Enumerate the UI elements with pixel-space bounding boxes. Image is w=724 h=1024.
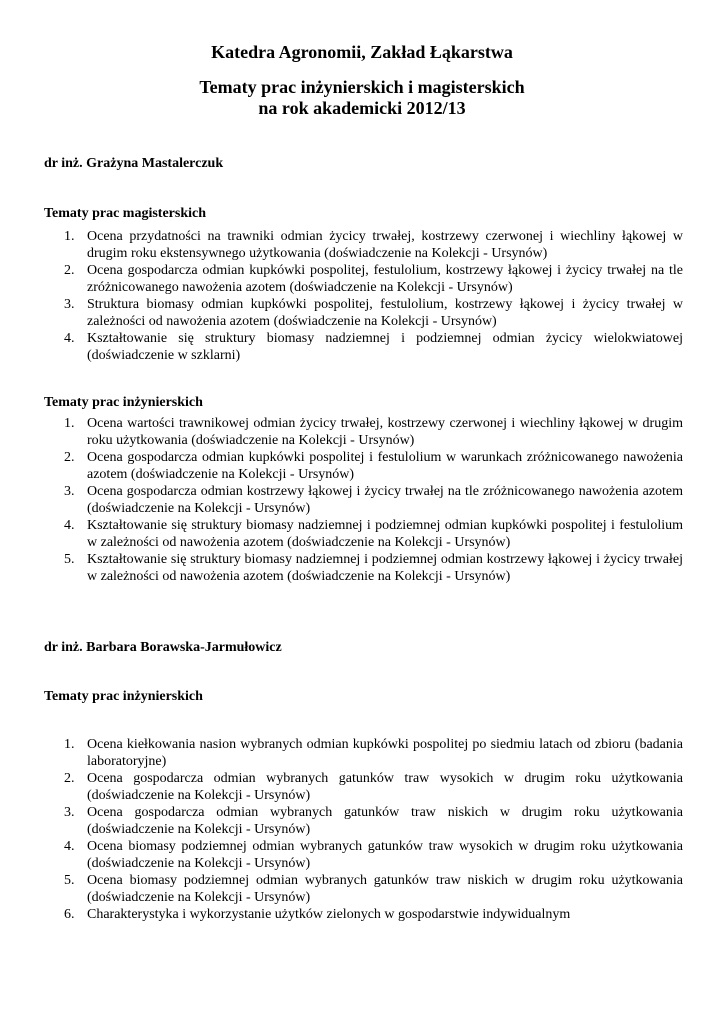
item-number: 3.	[64, 297, 75, 312]
item-text: Ocena gospodarcza odmian wybranych gatunków traw wysokich w drugim roku użytkowania (doświadczenie na Kolekcji - Ursynów)	[87, 771, 683, 803]
list-item	[44, 449, 683, 483]
item-text: Kształtowanie się struktury biomasy nadziemnej i podziemnej odmian kupkówki pospolitej i festulolium w zależności od nawożenia azotem (doświadczenie na Kolekcji - Ursynów)	[87, 518, 683, 550]
supervisor-name: dr inż. Barbara Borawska-Jarmułowicz	[44, 640, 282, 655]
item-number: 2.	[64, 263, 75, 278]
engineering-topics-list	[44, 415, 683, 585]
list-item	[44, 228, 683, 262]
item-text: Kształtowanie się struktury biomasy nadziemnej i podziemnej odmian kostrzewy łąkowej i życicy trwałej w zależności od nawożenia azotem (doświadczenie na Kolekcji - Ursynów)	[87, 552, 683, 584]
item-text: Ocena biomasy podziemnej odmian wybranych gatunków traw wysokich w drugim roku użytkowania (doświadczenie na Kolekcji - Ursynów)	[87, 839, 683, 871]
list-item	[44, 906, 683, 923]
item-number: 5.	[64, 552, 75, 567]
list-item	[44, 262, 683, 296]
department-title: Katedra Agronomii, Zakład Łąkarstwa	[211, 42, 513, 62]
item-number: 3.	[64, 805, 75, 820]
item-text: Kształtowanie się struktury biomasy nadziemnej i podziemnej odmian życicy wielokwiatowej (doświadczenie w szklarni)	[87, 331, 683, 363]
list-item	[44, 838, 683, 872]
item-number: 1.	[64, 229, 75, 244]
list-item	[44, 770, 683, 804]
item-text: Ocena wartości trawnikowej odmian życicy trwałej, kostrzewy czerwonej i wiechliny łąkowej w drugim roku użytkowania (doświadczenie na Kolekcji - Ursynów)	[87, 416, 683, 448]
list-item	[44, 330, 683, 364]
masters-topics-list	[44, 228, 683, 364]
item-number: 4.	[64, 518, 75, 533]
supervisor-name: dr inż. Grażyna Mastalerczuk	[44, 156, 224, 171]
item-number: 2.	[64, 771, 75, 786]
item-text: Ocena gospodarcza odmian kupkówki pospolitej i festulolium w warunkach zróżnicowanego nawożenia azotem (doświadczenie na Kolekcji - Ursynów)	[87, 450, 683, 482]
list-item	[44, 804, 683, 838]
item-number: 1.	[64, 416, 75, 431]
item-text: Ocena kiełkowania nasion wybranych odmian kupkówki pospolitej po siedmiu latach od zbioru (badania laboratoryjne)	[87, 737, 683, 769]
item-text: Struktura biomasy odmian kupkówki pospolitej, festulolium, kostrzewy łąkowej i życicy trwałej w zależności od nawożenia azotem (doświadczenie na Kolekcji - Ursynów)	[87, 297, 683, 329]
engineering-topics-list	[44, 736, 683, 923]
item-number: 3.	[64, 484, 75, 499]
item-text: Ocena biomasy podziemnej odmian wybranych gatunków traw niskich w drugim roku użytkowania (doświadczenie na Kolekcji - Ursynów)	[87, 873, 683, 905]
section-heading: Tematy prac inżynierskich	[44, 395, 203, 410]
item-text: Ocena gospodarcza odmian wybranych gatunków traw niskich w drugim roku użytkowania (doświadczenie na Kolekcji - Ursynów)	[87, 805, 683, 837]
list-item	[44, 483, 683, 517]
list-item	[44, 296, 683, 330]
section-heading: Tematy prac inżynierskich	[44, 689, 203, 704]
item-text: Ocena przydatności na trawniki odmian życicy trwałej, kostrzewy czerwonej i wiechliny łąkowej w drugim roku ekstensywnego użytkowania (doświadczenie na Kolekcji - Ursynów)	[87, 229, 683, 261]
list-item	[44, 551, 683, 585]
item-number: 4.	[64, 331, 75, 346]
list-item	[44, 517, 683, 551]
list-item	[44, 736, 683, 770]
item-number: 1.	[64, 737, 75, 752]
item-text: Ocena gospodarcza odmian kupkówki pospolitej, festulolium, kostrzewy łąkowej i życicy trwałej na tle zróżnicowanego nawożenia azotem (doświadczenie na Kolekcji - Ursynów)	[87, 263, 683, 295]
item-number: 6.	[64, 907, 75, 922]
item-text: Charakterystyka i wykorzystanie użytków zielonych w gospodarstwie indywidualnym	[87, 907, 571, 922]
topics-title: Tematy prac inżynierskich i magisterskich	[199, 77, 525, 97]
item-text: Ocena gospodarcza odmian kostrzewy łąkowej i życicy trwałej na tle zróżnicowanego nawożenia azotem (doświadczenie na Kolekcji - Ursynów)	[87, 484, 683, 516]
academic-year-title: na rok akademicki 2012/13	[258, 98, 466, 118]
item-number: 4.	[64, 839, 75, 854]
item-number: 5.	[64, 873, 75, 888]
list-item	[44, 415, 683, 449]
item-number: 2.	[64, 450, 75, 465]
list-item	[44, 872, 683, 906]
section-heading: Tematy prac magisterskich	[44, 206, 207, 221]
